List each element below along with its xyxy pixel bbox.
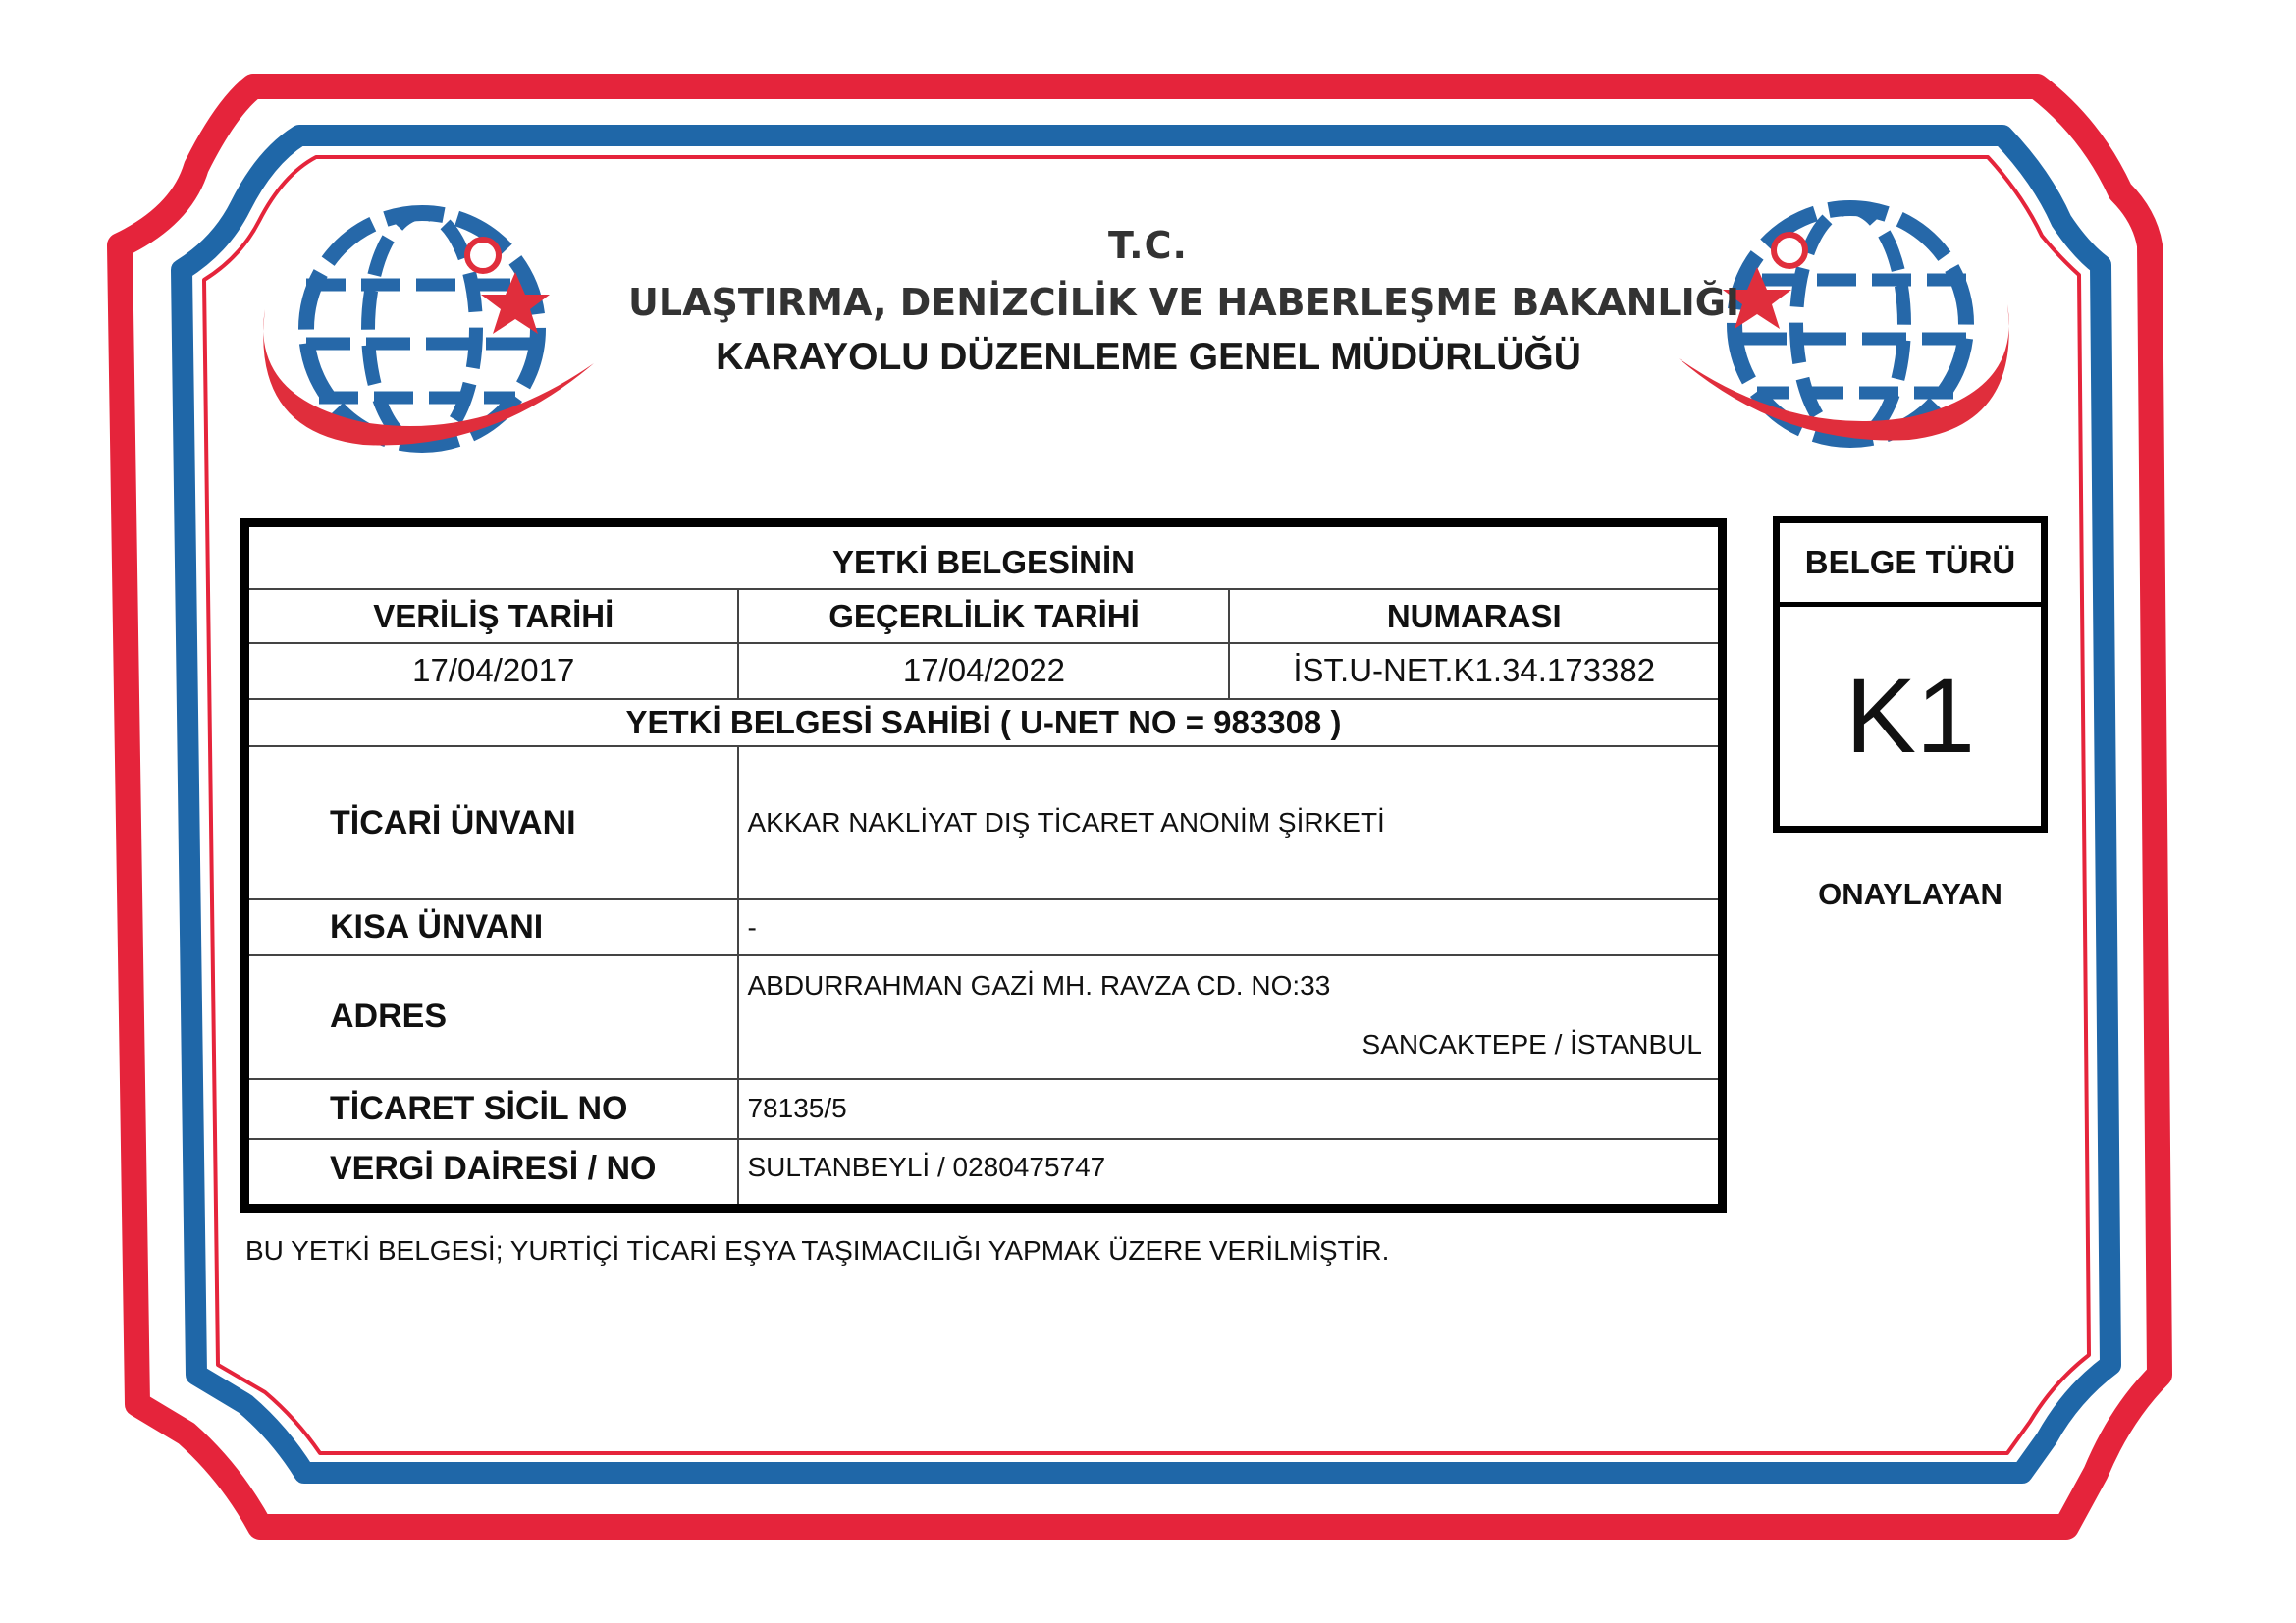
table-row [245, 899, 1723, 955]
address-label: ADRES [245, 955, 739, 1079]
trade-name-label: TİCARİ ÜNVANI [245, 746, 739, 899]
address-value [738, 955, 1722, 1079]
table-row [245, 746, 1723, 899]
validity-date-label: GEÇERLİLİK TARİHİ [738, 589, 1229, 643]
tax-value: SULTANBEYLİ / 0280475747 [738, 1139, 1722, 1209]
issue-date-label: VERİLİŞ TARİHİ [245, 589, 739, 643]
address-line1: ABDURRAHMAN GAZİ MH. RAVZA CD. NO:33 [747, 970, 1331, 1001]
table-row [245, 1079, 1723, 1139]
number-label: NUMARASI [1229, 589, 1722, 643]
header-ministry: ULAŞTIRMA, DENİZCİLİK VE HABERLEŞME BAKANLIĞI [628, 281, 1740, 324]
document-type-label: BELGE TÜRÜ [1780, 523, 2041, 607]
certificate-table [240, 518, 1727, 1213]
document-type-value: K1 [1844, 656, 1976, 775]
validity-date-value: 17/04/2022 [738, 643, 1229, 699]
address-line2: SANCAKTEPE / İSTANBUL [1362, 1029, 1702, 1060]
short-name-value: - [738, 899, 1722, 955]
table-row [245, 1139, 1723, 1209]
trade-name-value: AKKAR NAKLİYAT DIŞ TİCARET ANONİM ŞİRKETİ [738, 746, 1722, 899]
header-tc: T.C. [1108, 224, 1188, 267]
approver-label: ONAYLAYAN [1818, 877, 2002, 911]
footer-note: BU YETKİ BELGESİ; YURTİÇİ TİCARİ EŞYA TAŞIMACILIĞI YAPMAK ÜZERE VERİLMİŞTİR. [245, 1235, 1390, 1266]
holder-title: YETKİ BELGESİ SAHİBİ ( U-NET NO = 983308 ) [245, 699, 1723, 747]
short-name-label: KISA ÜNVANI [245, 899, 739, 955]
header-directorate: KARAYOLU DÜZENLEME GENEL MÜDÜRLÜĞÜ [716, 336, 1581, 378]
tax-label: VERGİ DAİRESİ / NO [245, 1139, 739, 1209]
registry-label: TİCARET SİCİL NO [245, 1079, 739, 1139]
document-type-box [1773, 516, 2048, 833]
table-row [245, 955, 1723, 1079]
number-value: İST.U-NET.K1.34.173382 [1229, 643, 1722, 699]
section-title: YETKİ BELGESİNİN [245, 523, 1723, 590]
issue-date-value: 17/04/2017 [245, 643, 739, 699]
registry-value: 78135/5 [738, 1079, 1722, 1139]
